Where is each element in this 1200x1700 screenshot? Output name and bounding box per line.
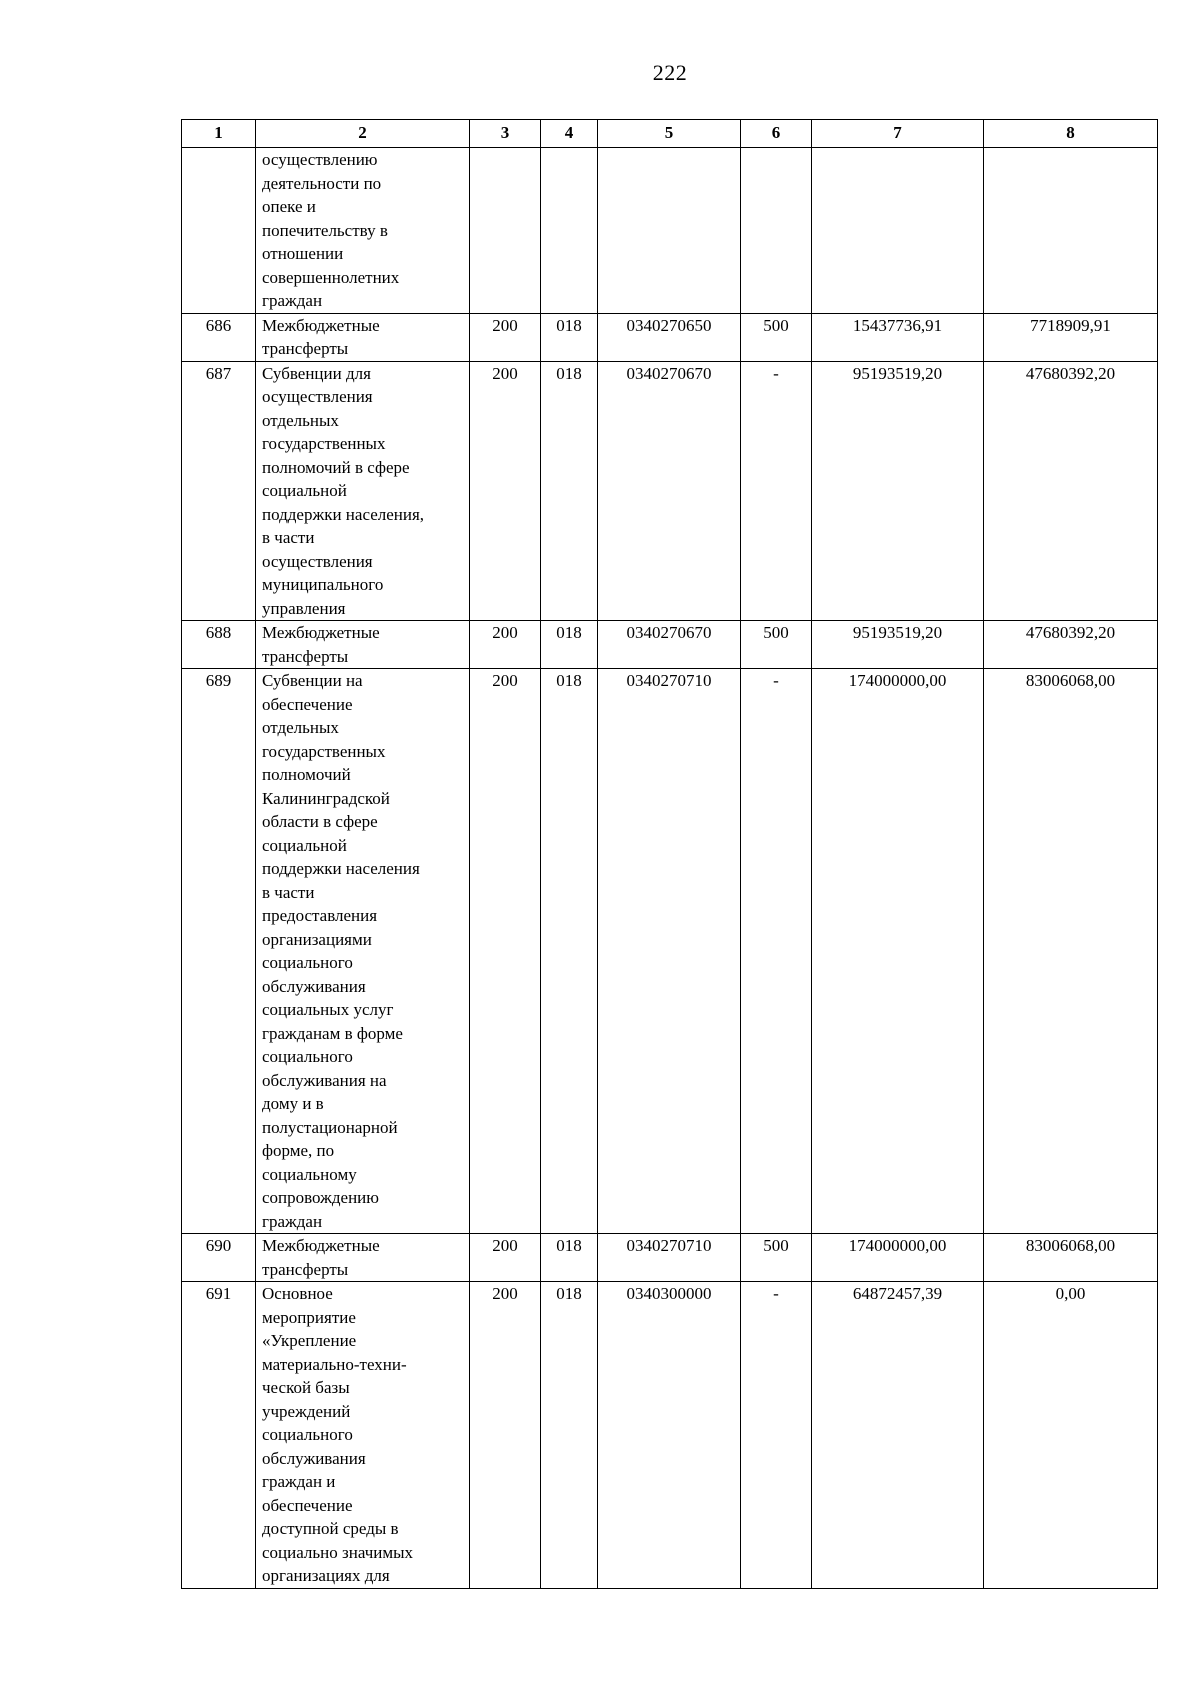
column-header-5: 5 — [598, 120, 741, 148]
row-col8-cell: 83006068,00 — [984, 669, 1158, 1234]
row-col4-cell: 018 — [541, 621, 598, 669]
row-name-text: Основное мероприятие «Укрепление материально-техни- ческой базы учреждений социального обслуживания граждан и обеспечение доступной среды в социально значимых организациях для — [262, 1284, 414, 1585]
row-col4-cell: 018 — [541, 669, 598, 1234]
row-col7-cell: 15437736,91 — [812, 313, 984, 361]
row-number-cell: 687 — [182, 361, 256, 621]
column-header-8: 8 — [984, 120, 1158, 148]
table-row — [182, 621, 1158, 669]
column-header-4: 4 — [541, 120, 598, 148]
row-name-text: Субвенции на обеспечение отдельных государственных полномочий Калининградской области в сфере социальной поддержки населения в части предоставления организациями социального обслуживания социальных услуг гражданам в форме социального обслуживания на дому и в полустационарной форме, по социальному сопровождению граждан — [262, 671, 420, 1231]
budget-table — [181, 119, 1158, 1589]
row-name-cell — [256, 361, 470, 621]
row-name-text: Межбюджетные трансферты — [262, 1236, 380, 1279]
row-col4-cell: 018 — [541, 313, 598, 361]
row-number-cell: 691 — [182, 1282, 256, 1589]
row-number-cell: 690 — [182, 1234, 256, 1282]
row-col3-cell: 200 — [470, 669, 541, 1234]
row-col8-cell — [984, 148, 1158, 314]
row-col7-cell: 174000000,00 — [812, 669, 984, 1234]
row-col6-cell: - — [741, 1282, 812, 1589]
row-number-cell: 686 — [182, 313, 256, 361]
row-col3-cell: 200 — [470, 621, 541, 669]
table-row — [182, 148, 1158, 314]
table-row — [182, 361, 1158, 621]
table-row — [182, 1234, 1158, 1282]
row-col8-cell: 83006068,00 — [984, 1234, 1158, 1282]
row-col8-cell: 0,00 — [984, 1282, 1158, 1589]
row-col8-cell: 7718909,91 — [984, 313, 1158, 361]
row-col7-cell: 95193519,20 — [812, 621, 984, 669]
row-col6-cell: 500 — [741, 1234, 812, 1282]
row-col6-cell: - — [741, 361, 812, 621]
row-col8-cell: 47680392,20 — [984, 361, 1158, 621]
row-name-cell — [256, 1234, 470, 1282]
row-col5-cell: 0340270710 — [598, 1234, 741, 1282]
row-number-cell: 689 — [182, 669, 256, 1234]
row-col4-cell: 018 — [541, 1234, 598, 1282]
row-name-cell — [256, 313, 470, 361]
column-header-7: 7 — [812, 120, 984, 148]
column-header-6: 6 — [741, 120, 812, 148]
row-col5-cell: 0340300000 — [598, 1282, 741, 1589]
page-number: 222 — [652, 60, 688, 85]
row-col7-cell: 95193519,20 — [812, 361, 984, 621]
row-col5-cell: 0340270670 — [598, 621, 741, 669]
row-col5-cell: 0340270650 — [598, 313, 741, 361]
row-col4-cell — [541, 148, 598, 314]
row-col5-cell — [598, 148, 741, 314]
table-row — [182, 669, 1158, 1234]
row-number-cell: 688 — [182, 621, 256, 669]
row-col3-cell — [470, 148, 541, 314]
row-col6-cell: - — [741, 669, 812, 1234]
row-col3-cell: 200 — [470, 1234, 541, 1282]
row-name-cell — [256, 148, 470, 314]
row-name-cell — [256, 621, 470, 669]
table-row — [182, 1282, 1158, 1589]
row-col3-cell: 200 — [470, 1282, 541, 1589]
row-name-text: Субвенции для осуществления отдельных государственных полномочий в сфере социальной поддержки населения, в части осуществления муниципального управления — [262, 363, 425, 618]
column-header-2: 2 — [256, 120, 470, 148]
row-col5-cell: 0340270710 — [598, 669, 741, 1234]
row-col7-cell: 174000000,00 — [812, 1234, 984, 1282]
row-name-text: Межбюджетные трансферты — [262, 315, 380, 358]
row-col8-cell: 47680392,20 — [984, 621, 1158, 669]
row-name-cell — [256, 669, 470, 1234]
row-col6-cell: 500 — [741, 621, 812, 669]
row-col7-cell — [812, 148, 984, 314]
table-row — [182, 313, 1158, 361]
column-header-1: 1 — [182, 120, 256, 148]
row-name-text: Межбюджетные трансферты — [262, 623, 380, 666]
row-name-cell — [256, 1282, 470, 1589]
row-col6-cell — [741, 148, 812, 314]
row-col4-cell: 018 — [541, 1282, 598, 1589]
row-name-text: осуществлению деятельности по опеке и попечительству в отношении совершеннолетних граждан — [262, 150, 400, 310]
column-header-3: 3 — [470, 120, 541, 148]
row-col6-cell: 500 — [741, 313, 812, 361]
row-col3-cell: 200 — [470, 313, 541, 361]
row-col5-cell: 0340270670 — [598, 361, 741, 621]
row-col3-cell: 200 — [470, 361, 541, 621]
table-header-row — [182, 120, 1158, 148]
row-col7-cell: 64872457,39 — [812, 1282, 984, 1589]
row-number-cell — [182, 148, 256, 314]
row-col4-cell: 018 — [541, 361, 598, 621]
